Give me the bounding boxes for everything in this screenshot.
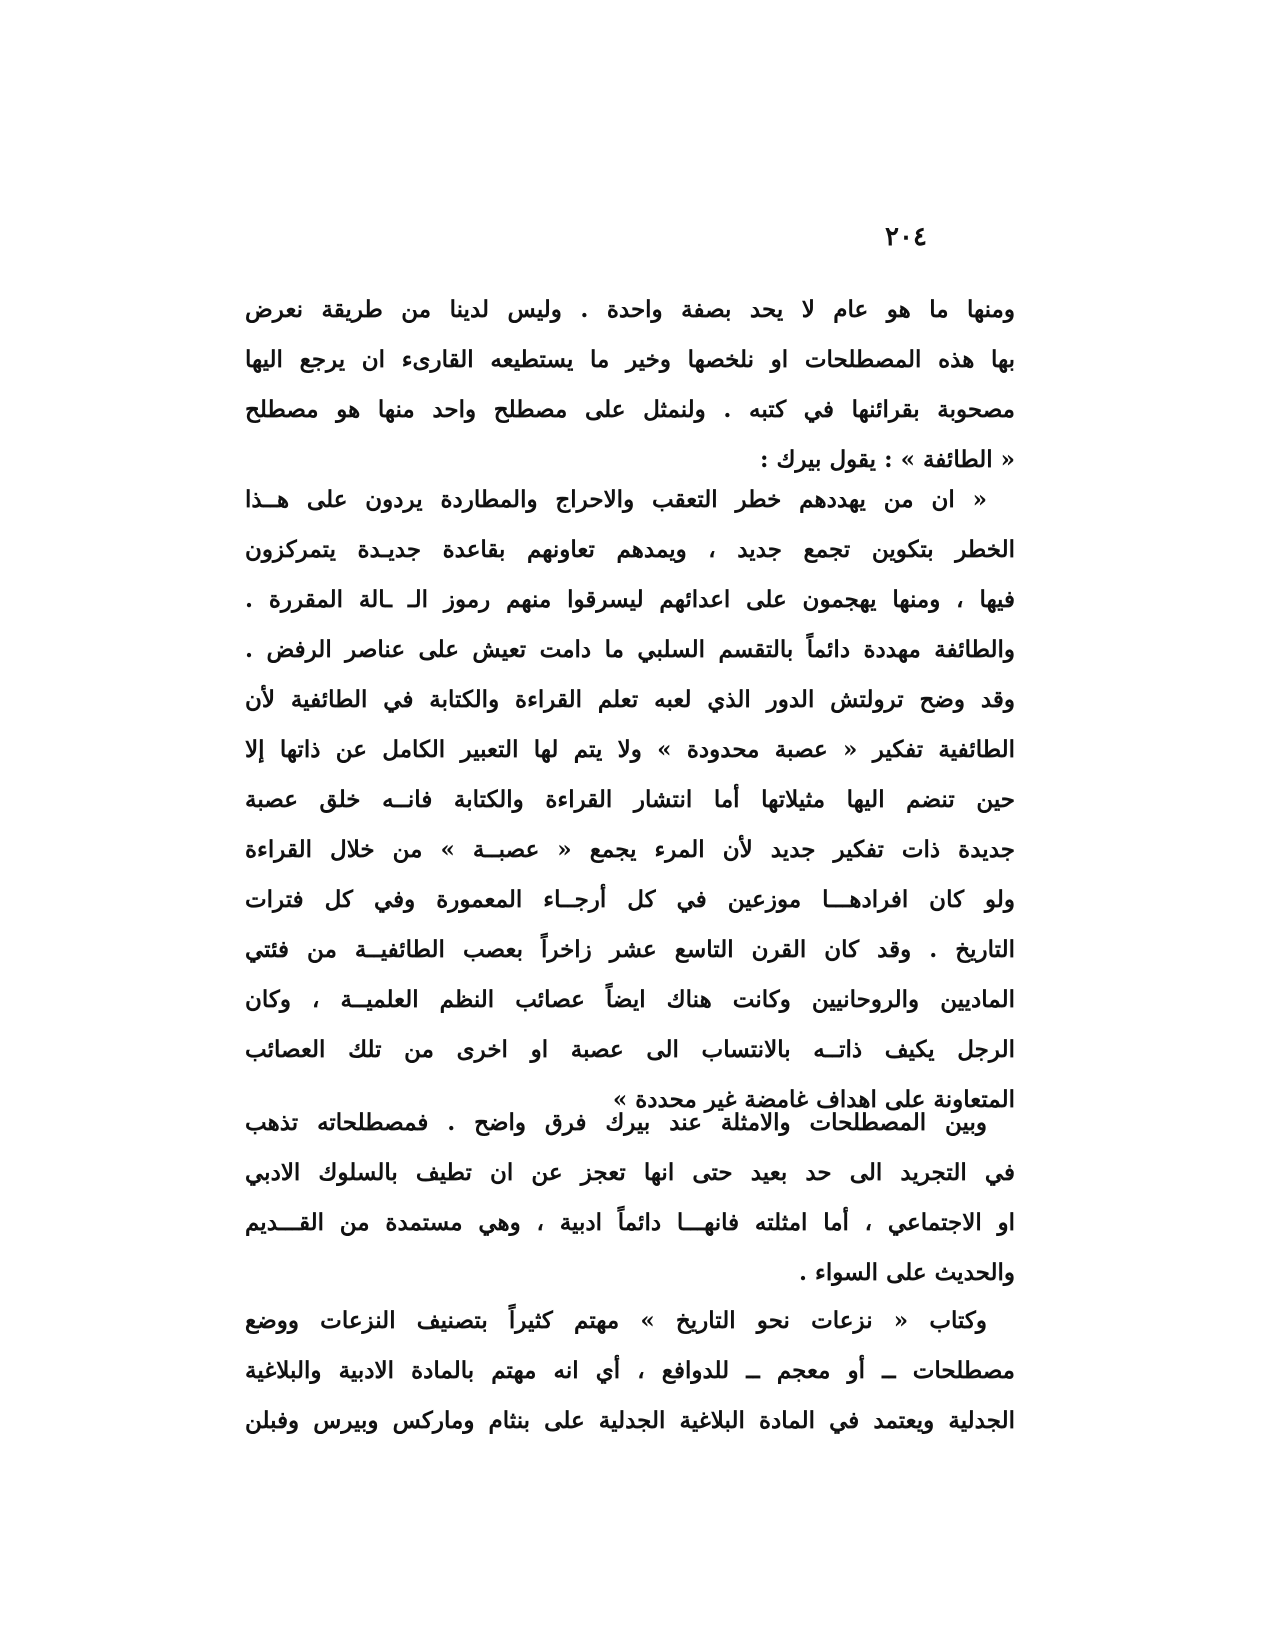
paragraph-3: [245, 1098, 1015, 1298]
text-line: جديدة ذات تفكير جديد لأن المرء يجمع « عصبــة » من خلال القراءة: [245, 836, 1015, 863]
paragraph-2-quote: [245, 475, 1015, 1125]
text-line: ولو كان افرادهـــا موزعين في كل أرجــاء المعمورة وفي كل فترات: [245, 886, 1015, 913]
text-line: الرجل يكيف ذاتــه بالانتساب الى عصبة او اخرى من تلك العصائب: [245, 1036, 1015, 1063]
text-line: « ان من يهددهم خطر التعقب والاحراج والمطاردة يردون على هــذا: [245, 486, 987, 513]
paragraph-4: [245, 1296, 1015, 1446]
text-line: الماديين والروحانيين وكانت هناك ايضاً عصائب النظم العلميــة ، وكان: [245, 986, 1015, 1013]
text-line: وقد وضح ترولتش الدور الذي لعبه تعلم القراءة والكتابة في الطائفية لأن: [245, 686, 1015, 713]
text-line: والحديث على السواء .: [799, 1259, 1015, 1286]
text-line: ومنها ما هو عام لا يحد بصفة واحدة . وليس لدينا من طريقة نعرض: [245, 296, 1015, 323]
text-line: في التجريد الى حد بعيد حتى انها تعجز عن ان تطيف بالسلوك الادبي: [245, 1159, 1015, 1186]
text-line: الجدلية ويعتمد في المادة البلاغية الجدلية على بنثام وماركس وبيرس وفبلن: [245, 1407, 1015, 1434]
text-line: مصطلحات ــ أو معجم ــ للدوافع ، أي انه مهتم بالمادة الادبية والبلاغية: [245, 1357, 1015, 1384]
text-line: الخطر بتكوين تجمع جديد ، ويمدهم تعاونهم بقاعدة جديـدة يتمركزون: [245, 536, 1015, 563]
text-line: وكتاب « نزعات نحو التاريخ » مهتم كثيراً بتصنيف النزعات ووضع: [245, 1307, 987, 1334]
text-line: والطائفة مهددة دائماً بالتقسم السلبي ما دامت تعيش على عناصر الرفض .: [245, 636, 1015, 663]
text-line: المتعاونة على اهداف غامضة غير محددة »: [612, 1086, 1015, 1113]
text-line: التاريخ . وقد كان القرن التاسع عشر زاخراً بعصب الطائفيــة من فئتي: [245, 936, 1015, 963]
text-line: او الاجتماعي ، أما امثلته فانهـــا دائماً ادبية ، وهي مستمدة من القـــديم: [245, 1209, 1015, 1236]
text-line: فيها ، ومنها يهجمون على اعدائهم ليسرقوا منهم رموز الـ ـالة المقررة .: [245, 586, 1015, 613]
text-line: الطائفية تفكير « عصبة محدودة » ولا يتم لها التعبير الكامل عن ذاتها إلا: [245, 736, 1015, 763]
text-line: مصحوبة بقرائنها في كتبه . ولنمثل على مصطلح واحد منها هو مصطلح: [245, 396, 1015, 423]
page-number: ٢٠٤: [885, 222, 927, 252]
paragraph-1: [245, 285, 1015, 485]
text-line: حين تنضم اليها مثيلاتها أما انتشار القراءة والكتابة فانــه خلق عصبة: [245, 786, 1015, 813]
text-line: « الطائفة » : يقول بيرك :: [759, 446, 1015, 473]
text-line: وبين المصطلحات والامثلة عند بيرك فرق واضح . فمصطلحاته تذهب: [245, 1109, 987, 1136]
text-line: بها هذه المصطلحات او نلخصها وخير ما يستطيعه القارىء ان يرجع اليها: [245, 346, 1015, 373]
